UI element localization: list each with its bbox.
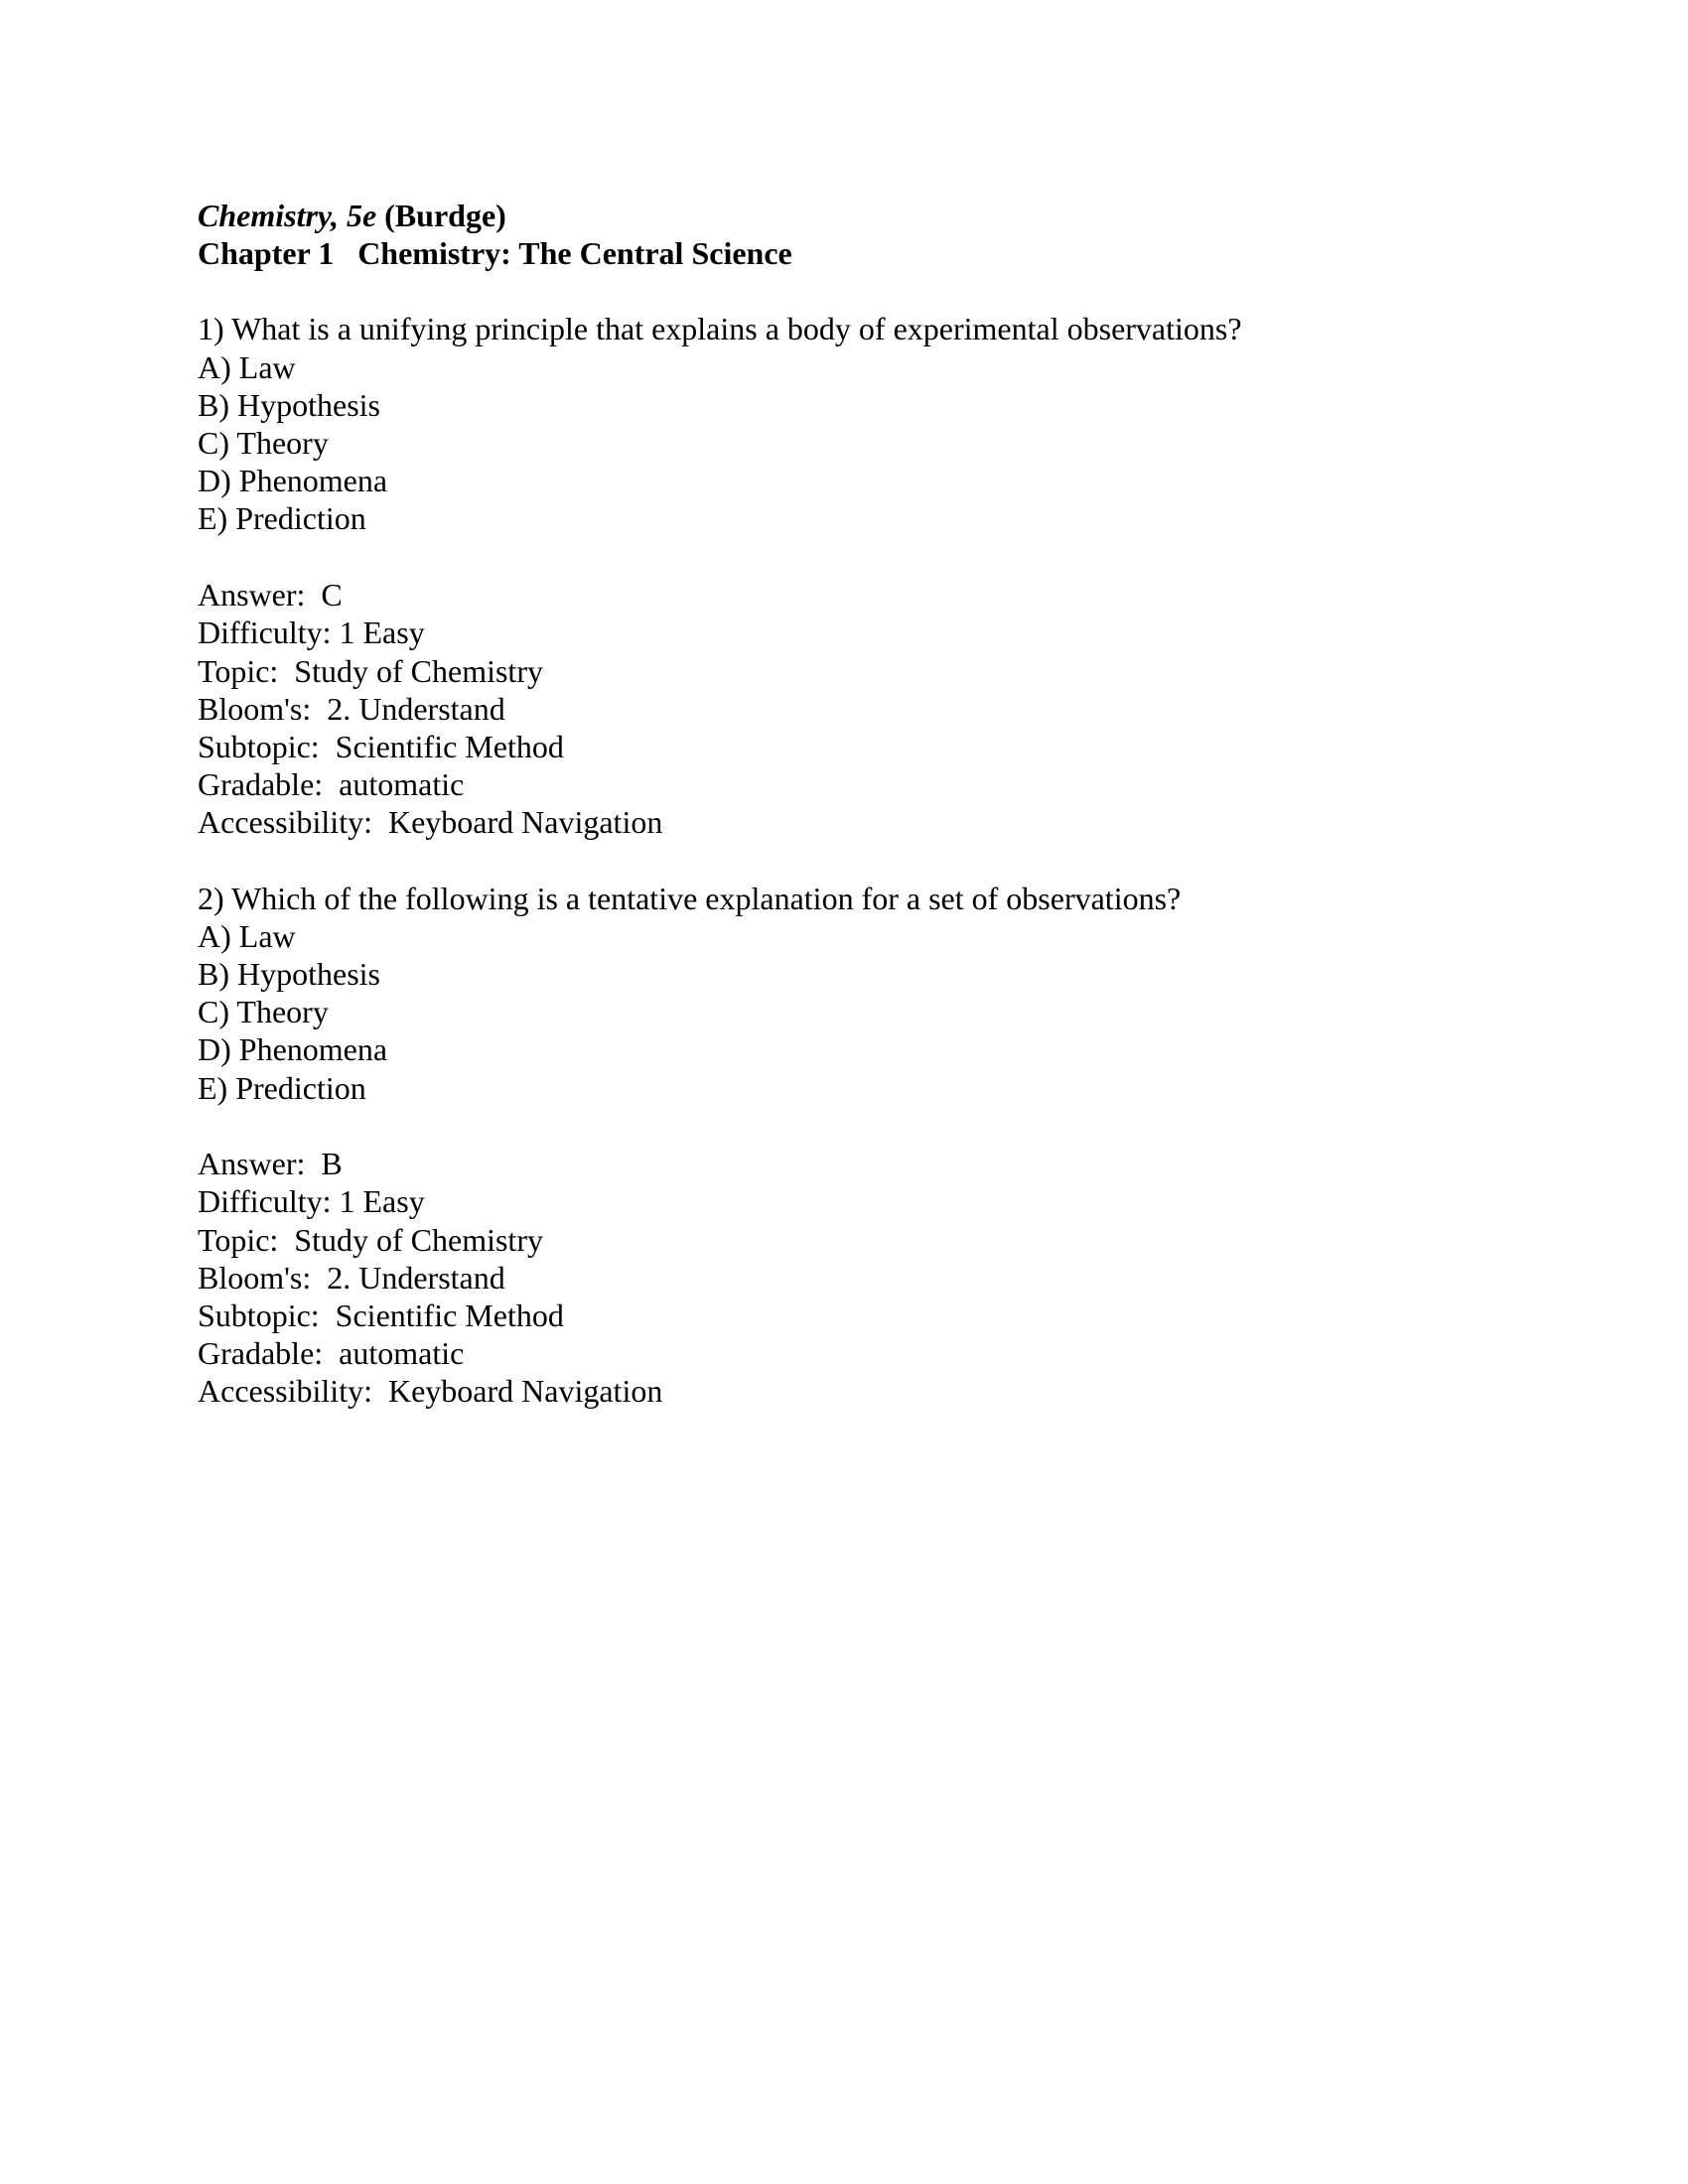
question-prompt: 1) What is a unifying principle that explains a body of experimental observations?: [198, 311, 1242, 347]
difficulty: Difficulty: 1 Easy: [198, 1183, 425, 1220]
option-a: A) Law: [198, 917, 296, 954]
topic: Topic: Study of Chemistry: [198, 1221, 543, 1258]
answer: Answer: B: [198, 1146, 343, 1182]
gradable: Gradable: automatic: [198, 1335, 465, 1372]
subtopic: Subtopic: Scientific Method: [198, 1297, 564, 1334]
document-page: [198, 197, 1488, 1411]
answer: Answer: C: [198, 577, 343, 614]
spacer: [198, 538, 1488, 577]
topic: Topic: Study of Chemistry: [198, 652, 543, 689]
spacer: [198, 1107, 1488, 1146]
option-b: B) Hypothesis: [198, 955, 380, 992]
subtopic: Subtopic: Scientific Method: [198, 728, 564, 764]
option-e: E) Prediction: [198, 1069, 366, 1106]
option-b: B) Hypothesis: [198, 386, 380, 423]
question-prompt: 2) Which of the following is a tentative explanation for a set of observations?: [198, 880, 1182, 916]
book-author: (Burdge): [384, 198, 506, 233]
accessibility: Accessibility: Keyboard Navigation: [198, 804, 663, 841]
spacer: [198, 842, 1488, 880]
option-c: C) Theory: [198, 994, 329, 1030]
option-d: D) Phenomena: [198, 1031, 388, 1068]
option-c: C) Theory: [198, 425, 329, 462]
question-block-1: [198, 310, 1488, 841]
question-block-2: [198, 880, 1488, 1411]
option-a: A) Law: [198, 348, 296, 385]
option-e: E) Prediction: [198, 500, 366, 537]
blooms: Bloom's: 2. Understand: [198, 690, 505, 727]
book-heading: [198, 197, 1488, 234]
gradable: Gradable: automatic: [198, 766, 465, 803]
spacer: [198, 272, 1488, 310]
option-d: D) Phenomena: [198, 463, 388, 499]
difficulty: Difficulty: 1 Easy: [198, 614, 425, 651]
chapter-title: Chapter 1 Chemistry: The Central Science: [198, 235, 792, 272]
book-title: Chemistry, 5e: [198, 198, 377, 233]
blooms: Bloom's: 2. Understand: [198, 1259, 505, 1296]
accessibility: Accessibility: Keyboard Navigation: [198, 1373, 663, 1410]
